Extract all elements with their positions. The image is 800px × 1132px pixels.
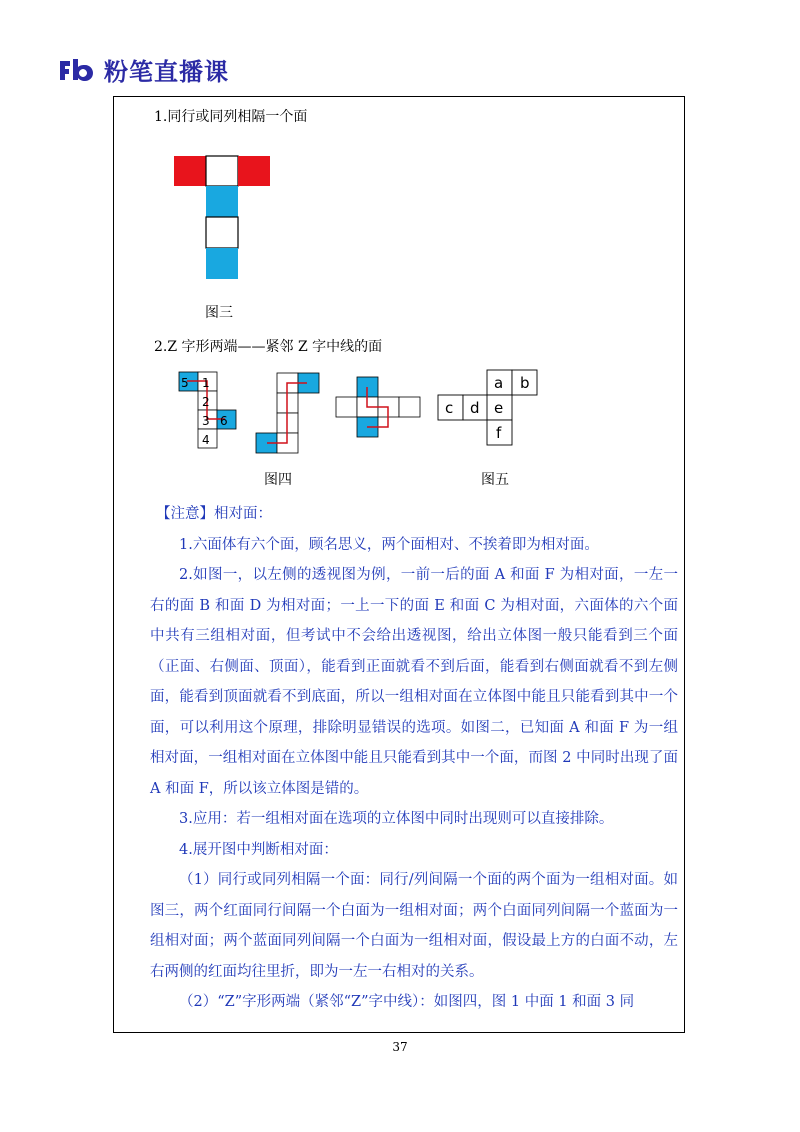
- fig4-net-2: [256, 373, 319, 453]
- figure-5-net: [437, 369, 541, 447]
- brand-name: 粉笔直播课: [104, 58, 229, 86]
- fig4-label-6: 6: [220, 414, 228, 428]
- brand-logo: [58, 52, 229, 87]
- note-paragraph-2: 2.如图一，以左侧的透视图为例，一前一后的面 A 和面 F 为相对面，一左一右的面 B 和面 D 为相对面；一上一下的面 E 和面 C 为相对面，六面体的六个面中共有三组相对面，但考试中不会给出透视图，给出立体图一般只能看到三个面（正面、右侧面、顶面），能看到正面就看不到后面，能看到右侧面就看不到左侧面，能看到顶面就看不到底面，所以一组相对面在立体图中能且只能看到其中一个面，可以利用这个原理，排除明显错误的选项。如图二，已知面 A 和面 F 为一组相对面，一组相对面在立体图中能且只能看到其中一个面，而图 2 中同时出现了面 A 和面 F，所以该立体图是错的。: [150, 567, 678, 797]
- figure-5-caption: 图五: [481, 472, 509, 488]
- fig5-label-a: a: [494, 374, 504, 392]
- note-paragraph-6: （2）“Z”字形两端（紧邻“Z”字中线）：如图四，图 1 中面 1 和面 3 同: [179, 994, 635, 1010]
- content-frame: [113, 96, 685, 1033]
- fig3-white-top: [206, 156, 238, 186]
- fenbi-logo-icon: [58, 57, 96, 83]
- page-number: 37: [392, 1040, 408, 1054]
- fig5-label-b: b: [520, 374, 530, 392]
- note-section: [150, 499, 678, 1018]
- fig4-label-2: 2: [202, 395, 210, 409]
- fig5-label-e: e: [494, 399, 504, 417]
- figure-3-net: [174, 155, 270, 281]
- fig3-red-right: [238, 156, 270, 186]
- note-paragraph-5: （1）同行或同列相隔一个面：同行/列间隔一个面的两个面为一组相对面。如图三，两个红面同行间隔一个白面为一组相对面；两个白面同列间隔一个蓝面为一组相对面；两个蓝面同列间隔一个白面为一组相对面，假设最上方的白面不动，左右两侧的红面均往里折，即为一左一右相对的关系。: [150, 872, 678, 980]
- figure-4-nets: [174, 367, 424, 462]
- fig4-label-4: 4: [202, 433, 210, 447]
- fig5-label-f: f: [496, 424, 502, 442]
- note-paragraph-3: 3.应用：若一组相对面在选项的立体图中同时出现则可以直接排除。: [179, 811, 614, 827]
- fig5-label-c: c: [445, 399, 454, 417]
- fig3-blue-upper: [206, 186, 238, 217]
- figure-3-caption: 图三: [205, 305, 233, 321]
- fig4-net-1: [179, 372, 236, 448]
- fig3-blue-lower: [206, 248, 238, 279]
- fig4-label-3: 3: [202, 414, 210, 428]
- fig4-label-1: 1: [202, 376, 210, 390]
- note-title: 【注意】相对面：: [156, 506, 272, 522]
- fig5-label-d: d: [470, 399, 480, 417]
- note-paragraph-1: 1.六面体有六个面，顾名思义，两个面相对、不挨着即为相对面。: [179, 536, 599, 553]
- fig3-red-left: [174, 156, 206, 186]
- section2-heading: 2.Z 字形两端——紧邻 Z 字中线的面: [154, 339, 383, 355]
- fig4-label-5: 5: [181, 376, 189, 390]
- figure-4-caption: 图四: [264, 472, 292, 488]
- fig4-net-3: [336, 377, 420, 437]
- note-paragraph-4: 4.展开图中判断相对面：: [179, 841, 338, 858]
- fig3-white-mid: [206, 217, 238, 248]
- section1-heading: 1.同行或同列相隔一个面: [154, 109, 308, 125]
